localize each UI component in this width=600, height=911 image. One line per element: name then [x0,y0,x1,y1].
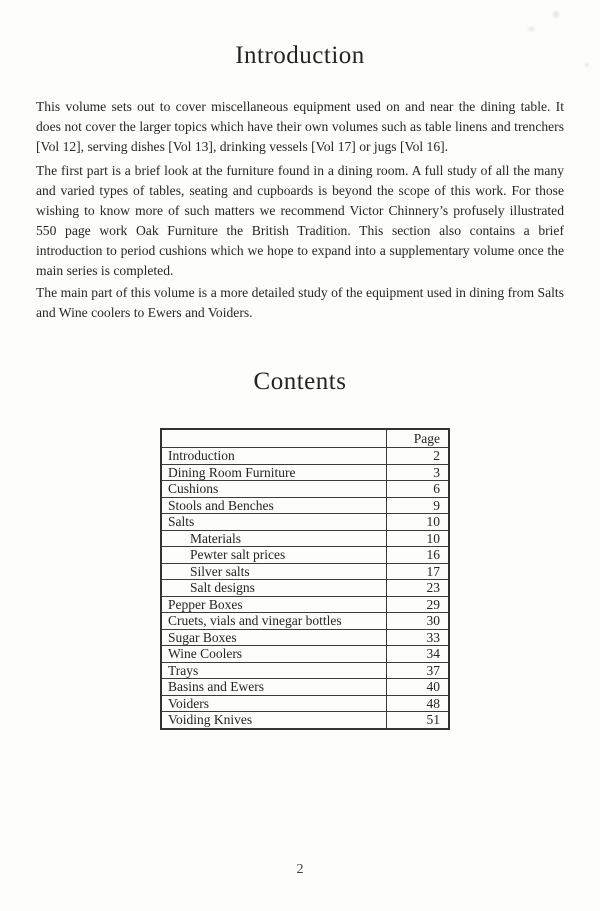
toc-entry-label: Materials [161,530,386,547]
toc-entry-page: 2 [386,448,449,465]
table-row [161,712,449,729]
toc-entry-page: 48 [386,695,449,712]
toc-entry-page: 3 [386,464,449,481]
toc-entry-page: 17 [386,563,449,580]
table-row [161,464,449,481]
toc-entry-label: Silver salts [161,563,386,580]
table-row [161,481,449,498]
table-row [161,679,449,696]
toc-entry-label: Salts [161,514,386,531]
toc-entry-page: 30 [386,613,449,630]
toc-entry-label: Sugar Boxes [161,629,386,646]
table-row [161,596,449,613]
toc-entry-label: Pewter salt prices [161,547,386,564]
toc-entry-page: 10 [386,530,449,547]
toc-entry-page: 33 [386,629,449,646]
scan-artifact [528,27,535,31]
contents-table-body [161,429,449,729]
table-row [161,547,449,564]
toc-entry-label: Dining Room Furniture [161,464,386,481]
table-header-row [161,429,449,448]
toc-entry-page: 23 [386,580,449,597]
toc-entry-page: 51 [386,712,449,729]
table-row [161,646,449,663]
toc-entry-label: Trays [161,662,386,679]
table-row [161,563,449,580]
table-row [161,580,449,597]
toc-entry-label: Voiding Knives [161,712,386,729]
introduction-heading: Introduction [235,42,365,69]
table-row [161,629,449,646]
toc-entry-label: Salt designs [161,580,386,597]
contents-heading: Contents [253,368,347,395]
toc-entry-page: 40 [386,679,449,696]
toc-entry-label: Pepper Boxes [161,596,386,613]
intro-paragraph-3: The main part of this volume is a more detailed study of the equipment used in dining from Salts and Wine coolers to Ewers and Voiders. [36,285,564,320]
scan-artifact [553,11,559,18]
table-row [161,448,449,465]
intro-paragraph-1: This volume sets out to cover miscellaneous equipment used on and near the dining table. It does not cover the larger topics which have their own volumes such as table linens and trenchers [Vol 12], serving dishes [Vol 13], drinking vessels [Vol 17] or jugs [Vol 16]. [36,99,564,154]
toc-entry-page: 9 [386,497,449,514]
toc-header-empty-cell [161,429,386,448]
toc-page-column-header: Page [386,429,449,448]
folio-page-number: 2 [296,862,304,877]
toc-entry-label: Introduction [161,448,386,465]
toc-entry-page: 37 [386,662,449,679]
table-row [161,497,449,514]
toc-entry-label: Cushions [161,481,386,498]
toc-entry-page: 34 [386,646,449,663]
toc-entry-label: Stools and Benches [161,497,386,514]
toc-entry-label: Basins and Ewers [161,679,386,696]
table-row [161,613,449,630]
table-row [161,695,449,712]
toc-entry-label: Voiders [161,695,386,712]
toc-entry-label: Wine Coolers [161,646,386,663]
toc-entry-page: 16 [386,547,449,564]
table-row [161,530,449,547]
intro-paragraph-2: The first part is a brief look at the furniture found in a dining room. A full study of all the many and varied types of tables, seating and cupboards is beyond the scope of this work. For those wishing to know more of such matters we recommend Victor Chinnery’s profusely illustrated 550 page work Oak Furniture the British Tradition. This section also contains a brief introduction to period cushions which we hope to expand into a supplementary volume once the main series is completed. [36,163,564,278]
contents-table [160,428,450,730]
toc-entry-label: Cruets, vials and vinegar bottles [161,613,386,630]
table-row [161,514,449,531]
table-row [161,662,449,679]
toc-entry-page: 6 [386,481,449,498]
toc-entry-page: 10 [386,514,449,531]
toc-entry-page: 29 [386,596,449,613]
